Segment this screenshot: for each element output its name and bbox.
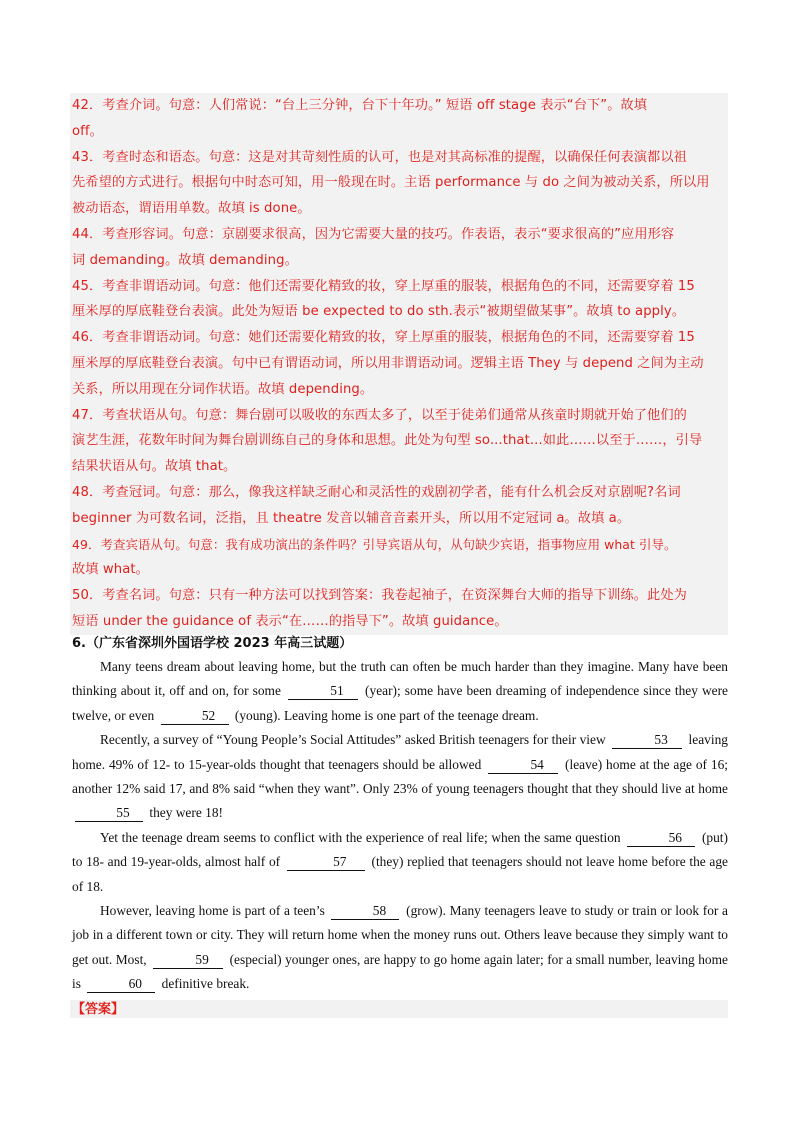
explanation-line: 45．考查非谓语动词。句意：他们还需要化精致的妆，穿上厚重的服装，根据角色的不同，还需要穿着 15 [72, 278, 695, 294]
explanation-line: 关系，所以用现在分词作状语。故填 depending。 [72, 381, 374, 397]
passage-text: definitive break. [161, 976, 250, 992]
passage-text: (young). Leaving home is one part of the teenage dream. [234, 707, 539, 723]
blank-54[interactable]: 54 [488, 757, 558, 774]
answer-header: 【答案】 [70, 1000, 728, 1018]
answer-explanations [70, 93, 728, 635]
explanation-line: 44．考查形容词。句意：京剧要求很高，因为它需要大量的技巧。作表语，表示“要求很高的”应用形容 [72, 226, 675, 242]
passage-text: (leave) home at the age of 16; another 12% said 17, and 8% said “when they want”. Only 23% of young teenagers thought that they should live at home [72, 756, 728, 797]
explanation-line: 厘米厚的厚底鞋登台表演。句中已有谓语动词，所以用非谓语动词。逻辑主语 They 与 depend 之间为主动 [72, 355, 704, 371]
passage-text: Yet the teenage dream seems to conflict with the experience of real life; when the same question [100, 829, 621, 845]
blank-57[interactable]: 57 [287, 854, 365, 871]
explanation-line: 厘米厚的厚底鞋登台表演。此处为短语 be expected to do sth.表示“被期望做某事”。故填 to apply。 [72, 304, 686, 320]
blank-60[interactable]: 60 [87, 976, 155, 993]
passage-text: Recently, a survey of “Young People’s Social Attitudes” asked British teenagers for their view [100, 732, 606, 748]
explanation-line: 48．考查冠词。句意：那么，像我这样缺乏耐心和灵活性的戏剧初学者，能有什么机会反对京剧呢?名词 [72, 484, 681, 500]
explanation-line: 先希望的方式进行。根据句中时态可知，用一般现在时。主语 performance 与 do 之间为被动关系，所以用 [72, 175, 710, 191]
explanation-line: 故填 what。 [72, 562, 149, 578]
explanation-line: off。 [72, 123, 103, 139]
explanation-line: beginner 为可数名词，泛指，且 theatre 发音以辅音音素开头，所以用不定冠词 a。故填 a。 [72, 510, 631, 526]
explanation-line: 42．考查介词。句意：人们常说：“台上三分钟，台下十年功。” 短语 off stage 表示“台下”。故填 [72, 98, 648, 113]
explanation-line: 被动语态，谓语用单数。故填 is done。 [72, 201, 311, 217]
question-title: 6.（广东省深圳外国语学校 2023 年高三试题） [72, 636, 353, 651]
passage-paragraph [72, 826, 728, 899]
passage-text: (especial) younger ones, are happy to go home again later; for a small number, leaving home is [72, 951, 728, 992]
explanation-line: 词 demanding。故填 demanding。 [72, 252, 298, 268]
blank-58[interactable]: 58 [331, 903, 399, 920]
explanation-line: 短语 under the guidance of 表示“在……的指导下”。故填 guidance。 [72, 613, 508, 629]
blank-56[interactable]: 56 [627, 830, 695, 847]
explanation-line: 49．考查宾语从句。句意：我有成功演出的条件吗？引导宾语从句，从句缺少宾语，指事物应用 what 引导。 [72, 536, 677, 552]
explanation-line: 结果状语从句。故填 that。 [72, 459, 237, 475]
blank-52[interactable]: 52 [161, 708, 229, 725]
passage-text: However, leaving home is part of a teen’s [100, 903, 325, 919]
blank-55[interactable]: 55 [75, 805, 143, 822]
explanation-line: 46．考查非谓语动词。句意：她们还需要化精致的妆，穿上厚重的服装，根据角色的不同，还需要穿着 15 [72, 330, 695, 346]
passage-text: (they) replied that teenagers should not leave home before the age of 18. [72, 854, 729, 894]
explanation-line: 演艺生涯，花数年时间为舞台剧训练自己的身体和思想。此处为句型 so...that...如此……以至于……，引导 [72, 433, 703, 449]
passage-text: Many teens dream about leaving home, but the truth can often be much harder than they imagine. Many have been thinking about it, off and on, for some [72, 659, 728, 699]
passage-text: leaving home. 49% of 12- to 15-year-olds thought that teenagers should be allowed [72, 732, 728, 772]
passage-text: (grow). Many teenagers leave to study or train or look for a job in a different town or city. They will return home when the money runs out. Others leave because they simply want to get out. Most, [72, 903, 728, 967]
blank-51[interactable]: 51 [288, 683, 358, 700]
passage-text: (put) to 18- and 19-year-olds, almost half of [72, 829, 728, 870]
passage-text: (year); some have been dreaming of independence since they were twelve, or even [72, 683, 728, 723]
blank-59[interactable]: 59 [153, 952, 223, 969]
passage-paragraph [72, 655, 728, 728]
explanation-line: 43．考查时态和语态。句意：这是对其苛刻性质的认可，也是对其高标准的提醒，以确保任何表演都以祖 [72, 149, 687, 165]
blank-53[interactable]: 53 [612, 732, 682, 749]
passage-paragraph [72, 899, 728, 997]
passage-paragraph [72, 728, 728, 826]
cloze-passage [72, 655, 728, 997]
explanation-line: 47．考查状语从句。句意：舞台剧可以吸收的东西太多了，以至于徒弟们通常从孩童时期就开始了他们的 [72, 407, 687, 423]
explanation-line: 50．考查名词。句意：只有一种方法可以找到答案：我卷起袖子，在资深舞台大师的指导下训练。此处为 [72, 588, 687, 604]
passage-text: they were 18! [149, 805, 223, 821]
